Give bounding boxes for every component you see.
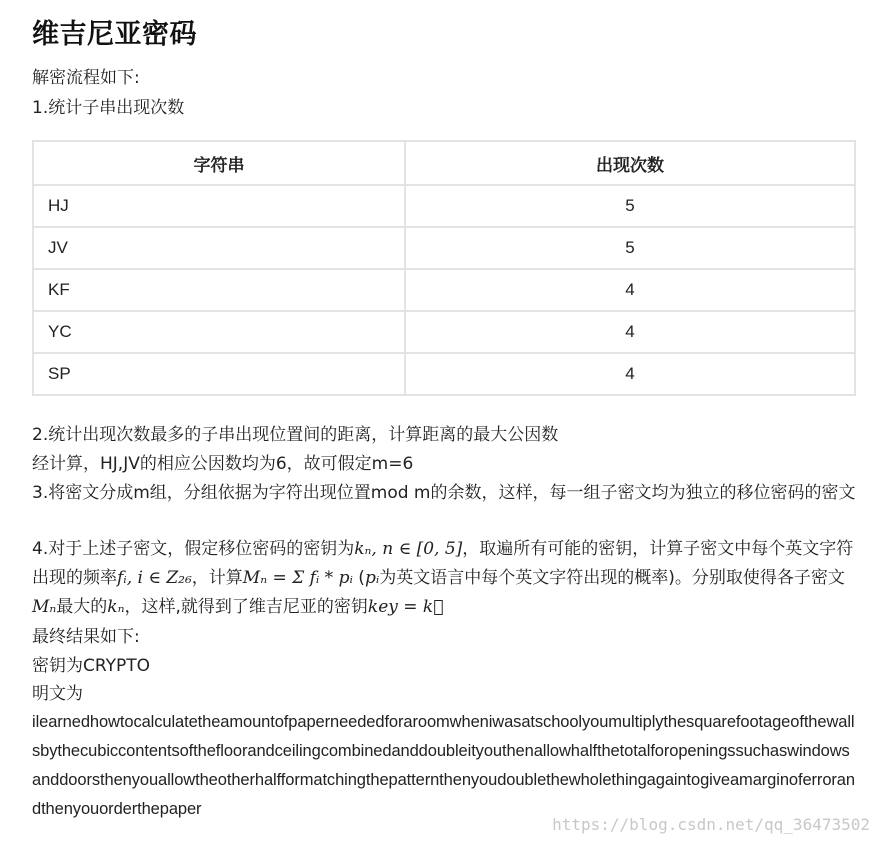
math-kn: kₙ (107, 597, 125, 617)
cell-count: 4 (405, 269, 855, 311)
column-header-count: 出现次数 (405, 141, 855, 185)
substring-count-table (32, 140, 856, 396)
plaintext-body: ilearnedhowtocalculatetheamountofpaperneededforaroomwheniwasatschoolyoumultiplythesquarefootageofthewallsbythecubiccontentsofthefloorandceilingcombinedanddoubleityouthenallowhalfthetotalforopeningssuchaswindowsanddoorsthenyouallowtheotherhalfformatchingthepatternthenyoudoublethewholethingagaintogiveamarginoferrorandthenyouorderthepaper (32, 713, 855, 818)
cell-count: 5 (405, 185, 855, 227)
table-row (33, 311, 855, 353)
cell-substring: KF (33, 269, 405, 311)
step4-part: 4.对于上述子密文，假定移位密码的密钥为 (32, 539, 355, 559)
table-header-row (33, 141, 855, 185)
cell-substring: HJ (33, 185, 405, 227)
column-header-substring: 字符串 (33, 141, 405, 185)
table-row (33, 269, 855, 311)
intro-text: 解密流程如下: (32, 68, 140, 88)
step4-part: 最大的 (56, 597, 108, 617)
step4-text (32, 535, 856, 622)
math-key-vector: key = k⃗ (367, 597, 444, 617)
step4-part: 为英文语言中每个英文字符出现的概率)。分别取使得各子密文 (379, 568, 845, 588)
calc-text: 经计算，HJ,JV的相应公因数均为6，故可假定m=6 (32, 454, 414, 474)
math-mn-sum: Mₙ = Σ fᵢ * pᵢ (242, 568, 353, 588)
watermark-url: https://blog.csdn.net/qq_36473502 (552, 815, 870, 834)
result-label: 最终结果如下: (32, 627, 140, 647)
cell-substring: SP (33, 353, 405, 395)
table-row (33, 185, 855, 227)
step3-text: 3.将密文分成m组，分组依据为字符出现位置mod m的余数，这样，每一组子密文均为独立的移位密码的密文 (32, 483, 856, 503)
step2-text: 2.统计出现次数最多的子串出现位置间的距离，计算距离的最大公因数 (32, 425, 559, 445)
table-row (33, 227, 855, 269)
step4-part: ，取遍所有可能的密钥，计算子密文中每个英文字符出现的频率 (32, 539, 854, 588)
math-frequency: fᵢ, i ∈ Z₂₆ (117, 568, 192, 588)
page-title: 维吉尼亚密码 (32, 19, 197, 50)
table-row (33, 353, 855, 395)
math-key-range: kₙ, n ∈ [0, 5] (354, 539, 463, 559)
plaintext-label: 明文为 (32, 684, 83, 704)
cell-count: 4 (405, 311, 855, 353)
step1-text: 1.统计子串出现次数 (32, 98, 185, 118)
math-pi: pᵢ (364, 568, 380, 588)
math-mn: Mₙ (32, 597, 57, 617)
key-line: 密钥为CRYPTO (32, 656, 150, 676)
cell-count: 5 (405, 227, 855, 269)
cell-substring: YC (33, 311, 405, 353)
cell-count: 4 (405, 353, 855, 395)
step4-part: ，这样,就得到了维吉尼亚的密钥 (124, 597, 368, 617)
step4-part: ，计算 (191, 568, 243, 588)
cell-substring: JV (33, 227, 405, 269)
step4-part: ( (352, 568, 365, 588)
